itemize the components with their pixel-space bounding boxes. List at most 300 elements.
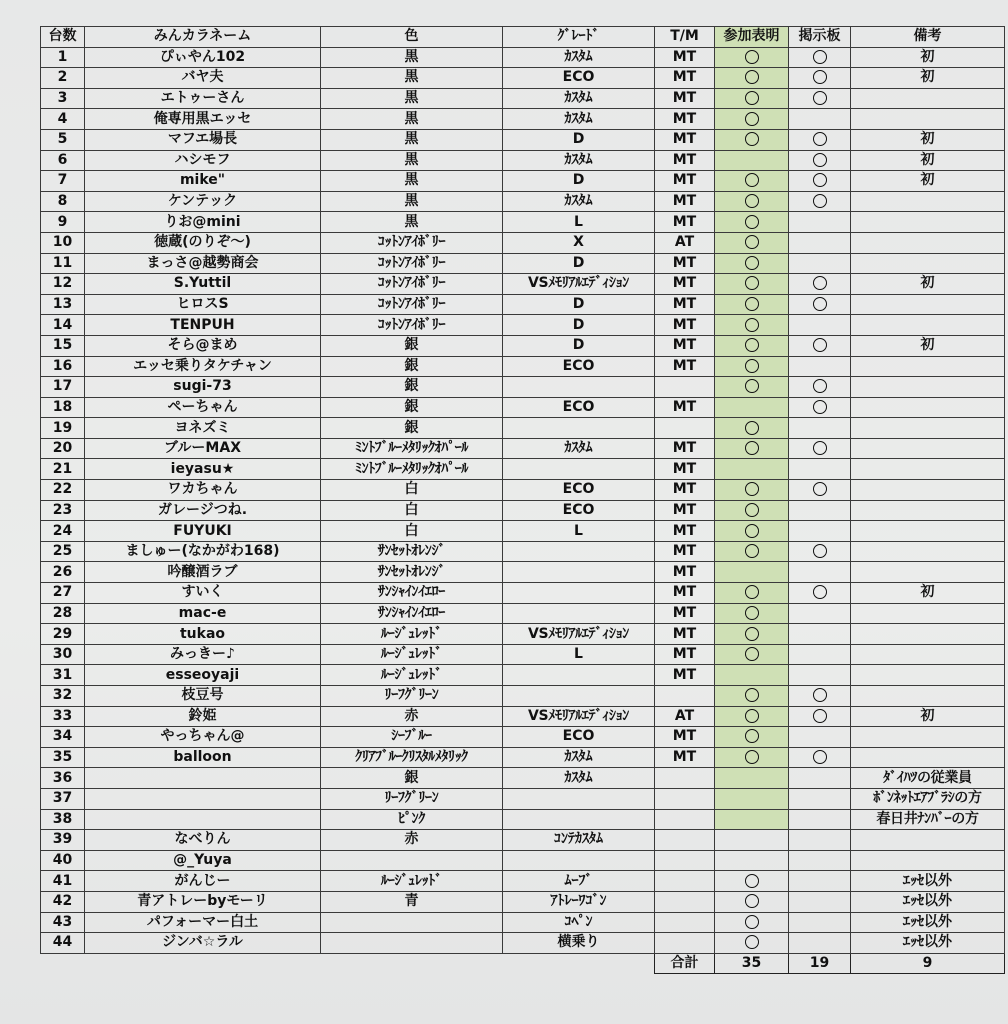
- cell-tm: [655, 418, 715, 439]
- cell-tm: MT: [655, 212, 715, 233]
- cell-board: [789, 47, 851, 68]
- cell-join: [715, 480, 789, 501]
- cell-board: [789, 171, 851, 192]
- cell-color: [321, 933, 503, 954]
- check-circle-mark: [813, 709, 827, 723]
- table-row: [41, 315, 1005, 336]
- cell-color: ｻﾝｼｬｲﾝｲｴﾛｰ: [321, 583, 503, 604]
- cell-note: [851, 830, 1005, 851]
- cell-note: ｴｯｾ以外: [851, 933, 1005, 954]
- cell-note: [851, 88, 1005, 109]
- check-circle-mark: [745, 688, 759, 702]
- table-row: [41, 624, 1005, 645]
- cell-tm: [655, 809, 715, 830]
- total-spacer: [41, 953, 85, 974]
- cell-note: ﾎﾞﾝﾈｯﾄｴｱﾌﾞﾗｼの方: [851, 788, 1005, 809]
- cell-grade: ECO: [503, 727, 655, 748]
- check-circle-mark: [745, 379, 759, 393]
- cell-grade: X: [503, 232, 655, 253]
- table-row: [41, 171, 1005, 192]
- cell-color: ﾙｰｼﾞｭﾚｯﾄﾞ: [321, 665, 503, 686]
- table-row: [41, 459, 1005, 480]
- check-circle-mark: [813, 132, 827, 146]
- cell-color: 黒: [321, 150, 503, 171]
- cell-color: 白: [321, 480, 503, 501]
- cell-join: [715, 109, 789, 130]
- cell-note: [851, 562, 1005, 583]
- table-row: [41, 253, 1005, 274]
- cell-name: りお@mini: [85, 212, 321, 233]
- cell-no: 1: [41, 47, 85, 68]
- cell-note: [851, 397, 1005, 418]
- cell-board: [789, 912, 851, 933]
- table-row: [41, 727, 1005, 748]
- cell-board: [789, 109, 851, 130]
- cell-name: [85, 809, 321, 830]
- cell-board: [789, 315, 851, 336]
- cell-tm: MT: [655, 253, 715, 274]
- cell-board: [789, 232, 851, 253]
- cell-grade: ｶｽﾀﾑ: [503, 109, 655, 130]
- cell-color: ｺｯﾄﾝｱｲﾎﾞﾘｰ: [321, 253, 503, 274]
- cell-grade: [503, 377, 655, 398]
- check-circle-mark: [745, 627, 759, 641]
- cell-board: [789, 438, 851, 459]
- cell-grade: D: [503, 171, 655, 192]
- cell-name: ガレージつね.: [85, 500, 321, 521]
- cell-note: ﾀﾞｲﾊﾂの従業員: [851, 768, 1005, 789]
- cell-no: 31: [41, 665, 85, 686]
- cell-name: ieyasu★: [85, 459, 321, 480]
- cell-board: [789, 933, 851, 954]
- cell-no: 24: [41, 521, 85, 542]
- table-row: [41, 212, 1005, 233]
- cell-no: 27: [41, 583, 85, 604]
- check-circle-mark: [813, 194, 827, 208]
- cell-note: [851, 294, 1005, 315]
- cell-grade: [503, 459, 655, 480]
- cell-tm: AT: [655, 706, 715, 727]
- table-row: [41, 933, 1005, 954]
- check-circle-mark: [745, 256, 759, 270]
- cell-join: [715, 665, 789, 686]
- cell-color: ﾘｰﾌｸﾞﾘｰﾝ: [321, 788, 503, 809]
- cell-join: [715, 232, 789, 253]
- cell-tm: MT: [655, 644, 715, 665]
- total-label: 合計: [655, 953, 715, 974]
- cell-grade: ﾑｰﾌﾞ: [503, 871, 655, 892]
- cell-name: tukao: [85, 624, 321, 645]
- cell-note: [851, 644, 1005, 665]
- cell-color: ﾙｰｼﾞｭﾚｯﾄﾞ: [321, 624, 503, 645]
- cell-no: 4: [41, 109, 85, 130]
- cell-note: [851, 191, 1005, 212]
- cell-join: [715, 830, 789, 851]
- cell-note: 春日井ﾅﾝﾊﾞｰの方: [851, 809, 1005, 830]
- cell-note: 初: [851, 583, 1005, 604]
- cell-tm: MT: [655, 727, 715, 748]
- cell-grade: ｺﾍﾟﾝ: [503, 912, 655, 933]
- check-circle-mark: [745, 482, 759, 496]
- cell-note: [851, 232, 1005, 253]
- cell-color: ﾘｰﾌｸﾞﾘｰﾝ: [321, 686, 503, 707]
- table-row: [41, 418, 1005, 439]
- cell-grade: VSﾒﾓﾘｱﾙｴﾃﾞｨｼｮﾝ: [503, 624, 655, 645]
- check-circle-mark: [745, 276, 759, 290]
- cell-board: [789, 583, 851, 604]
- cell-name: パフォーマー白土: [85, 912, 321, 933]
- cell-board: [789, 727, 851, 748]
- cell-color: ﾐﾝﾄﾌﾞﾙｰﾒﾀﾘｯｸｵﾊﾟｰﾙ: [321, 459, 503, 480]
- cell-color: [321, 912, 503, 933]
- cell-grade: ｶｽﾀﾑ: [503, 747, 655, 768]
- header-board: 掲示板: [789, 27, 851, 48]
- cell-tm: MT: [655, 294, 715, 315]
- cell-note: [851, 480, 1005, 501]
- check-circle-mark: [813, 379, 827, 393]
- check-circle-mark: [813, 688, 827, 702]
- cell-no: 21: [41, 459, 85, 480]
- table-row: [41, 191, 1005, 212]
- cell-name: @_Yuya: [85, 850, 321, 871]
- cell-join: [715, 912, 789, 933]
- cell-color: [321, 850, 503, 871]
- cell-color: 赤: [321, 706, 503, 727]
- cell-no: 18: [41, 397, 85, 418]
- cell-name: なべりん: [85, 830, 321, 851]
- cell-join: [715, 47, 789, 68]
- cell-grade: L: [503, 212, 655, 233]
- cell-grade: [503, 562, 655, 583]
- cell-note: [851, 686, 1005, 707]
- cell-name: ワカちゃん: [85, 480, 321, 501]
- cell-board: [789, 68, 851, 89]
- cell-tm: MT: [655, 480, 715, 501]
- cell-grade: [503, 809, 655, 830]
- cell-board: [789, 150, 851, 171]
- cell-board: [789, 129, 851, 150]
- cell-name: マフエ場長: [85, 129, 321, 150]
- check-circle-mark: [745, 544, 759, 558]
- cell-note: 初: [851, 335, 1005, 356]
- cell-tm: MT: [655, 500, 715, 521]
- cell-name: balloon: [85, 747, 321, 768]
- cell-join: [715, 68, 789, 89]
- cell-color: 銀: [321, 335, 503, 356]
- table-row: [41, 68, 1005, 89]
- cell-note: [851, 665, 1005, 686]
- check-circle-mark: [813, 585, 827, 599]
- check-circle-mark: [813, 91, 827, 105]
- check-circle-mark: [745, 235, 759, 249]
- check-circle-mark: [745, 503, 759, 517]
- cell-note: 初: [851, 150, 1005, 171]
- cell-board: [789, 356, 851, 377]
- table-row: [41, 768, 1005, 789]
- check-circle-mark: [745, 215, 759, 229]
- table-row: [41, 912, 1005, 933]
- check-circle-mark: [813, 50, 827, 64]
- cell-tm: [655, 377, 715, 398]
- check-circle-mark: [745, 647, 759, 661]
- cell-color: 黒: [321, 171, 503, 192]
- cell-name: 吟醸酒ラブ: [85, 562, 321, 583]
- check-circle-mark: [813, 297, 827, 311]
- cell-join: [715, 686, 789, 707]
- cell-grade: 横乗り: [503, 933, 655, 954]
- cell-board: [789, 830, 851, 851]
- cell-board: [789, 480, 851, 501]
- cell-no: 10: [41, 232, 85, 253]
- table-row: [41, 335, 1005, 356]
- cell-join: [715, 541, 789, 562]
- cell-board: [789, 624, 851, 645]
- cell-join: [715, 933, 789, 954]
- cell-no: 29: [41, 624, 85, 645]
- cell-board: [789, 335, 851, 356]
- cell-name: ブルーMAX: [85, 438, 321, 459]
- cell-no: 35: [41, 747, 85, 768]
- total-row: [41, 953, 1005, 974]
- cell-name: [85, 788, 321, 809]
- check-circle-mark: [745, 91, 759, 105]
- cell-color: 青: [321, 891, 503, 912]
- cell-join: [715, 129, 789, 150]
- cell-color: ｻﾝｾｯﾄｵﾚﾝｼﾞ: [321, 541, 503, 562]
- check-circle-mark: [813, 173, 827, 187]
- cell-name: ヨネズミ: [85, 418, 321, 439]
- cell-color: ｺｯﾄﾝｱｲﾎﾞﾘｰ: [321, 315, 503, 336]
- cell-tm: MT: [655, 438, 715, 459]
- cell-color: ﾙｰｼﾞｭﾚｯﾄﾞ: [321, 871, 503, 892]
- cell-color: ﾋﾟﾝｸ: [321, 809, 503, 830]
- cell-join: [715, 500, 789, 521]
- cell-join: [715, 397, 789, 418]
- check-circle-mark: [745, 50, 759, 64]
- cell-grade: [503, 850, 655, 871]
- cell-name: sugi-73: [85, 377, 321, 398]
- cell-grade: [503, 686, 655, 707]
- total-spacer: [321, 953, 503, 974]
- cell-name: やっちゃん@: [85, 727, 321, 748]
- cell-no: 3: [41, 88, 85, 109]
- cell-grade: ｶｽﾀﾑ: [503, 88, 655, 109]
- cell-tm: MT: [655, 562, 715, 583]
- cell-grade: ECO: [503, 68, 655, 89]
- total-join: 35: [715, 953, 789, 974]
- table-row: [41, 356, 1005, 377]
- cell-join: [715, 212, 789, 233]
- table-row: [41, 377, 1005, 398]
- cell-board: [789, 603, 851, 624]
- cell-grade: [503, 603, 655, 624]
- cell-no: 12: [41, 274, 85, 295]
- cell-join: [715, 871, 789, 892]
- check-circle-mark: [745, 297, 759, 311]
- cell-color: 黒: [321, 129, 503, 150]
- cell-board: [789, 541, 851, 562]
- check-circle-mark: [745, 585, 759, 599]
- cell-board: [789, 88, 851, 109]
- cell-no: 5: [41, 129, 85, 150]
- check-circle-mark: [813, 338, 827, 352]
- check-circle-mark: [745, 524, 759, 538]
- cell-name: mike": [85, 171, 321, 192]
- cell-grade: ｺﾝﾃｶｽﾀﾑ: [503, 830, 655, 851]
- cell-grade: ｶｽﾀﾑ: [503, 47, 655, 68]
- cell-note: ｴｯｾ以外: [851, 891, 1005, 912]
- cell-color: ｻﾝｼｬｲﾝｲｴﾛｰ: [321, 603, 503, 624]
- cell-grade: ECO: [503, 397, 655, 418]
- check-circle-mark: [745, 935, 759, 949]
- cell-name: ぴぃやん102: [85, 47, 321, 68]
- table-row: [41, 397, 1005, 418]
- cell-no: 42: [41, 891, 85, 912]
- cell-name: 枝豆号: [85, 686, 321, 707]
- cell-join: [715, 727, 789, 748]
- cell-name: バヤ夫: [85, 68, 321, 89]
- cell-name: mac-e: [85, 603, 321, 624]
- cell-grade: [503, 665, 655, 686]
- check-circle-mark: [745, 750, 759, 764]
- cell-name: まっさ@越勢商会: [85, 253, 321, 274]
- cell-tm: MT: [655, 129, 715, 150]
- cell-name: ましゅー(なかがわ168): [85, 541, 321, 562]
- cell-tm: MT: [655, 665, 715, 686]
- cell-grade: D: [503, 129, 655, 150]
- check-circle-mark: [745, 70, 759, 84]
- cell-grade: [503, 541, 655, 562]
- table-row: [41, 500, 1005, 521]
- cell-note: [851, 603, 1005, 624]
- cell-name: 青アトレーbyモーリ: [85, 891, 321, 912]
- header-tm: T/M: [655, 27, 715, 48]
- cell-no: 19: [41, 418, 85, 439]
- cell-color: 白: [321, 500, 503, 521]
- cell-tm: MT: [655, 521, 715, 542]
- cell-no: 28: [41, 603, 85, 624]
- cell-tm: MT: [655, 150, 715, 171]
- cell-name: がんじー: [85, 871, 321, 892]
- check-circle-mark: [745, 421, 759, 435]
- cell-no: 37: [41, 788, 85, 809]
- cell-name: ジンバ☆ラル: [85, 933, 321, 954]
- table-row: [41, 109, 1005, 130]
- cell-join: [715, 438, 789, 459]
- cell-join: [715, 294, 789, 315]
- cell-tm: [655, 788, 715, 809]
- cell-no: 30: [41, 644, 85, 665]
- cell-board: [789, 686, 851, 707]
- table-row: [41, 129, 1005, 150]
- cell-color: 銀: [321, 397, 503, 418]
- header-color: 色: [321, 27, 503, 48]
- cell-no: 15: [41, 335, 85, 356]
- cell-tm: [655, 686, 715, 707]
- cell-no: 34: [41, 727, 85, 748]
- cell-board: [789, 500, 851, 521]
- cell-join: [715, 191, 789, 212]
- cell-name: 俺専用黒エッセ: [85, 109, 321, 130]
- cell-color: 黒: [321, 191, 503, 212]
- cell-tm: MT: [655, 68, 715, 89]
- table-body: [41, 47, 1005, 953]
- check-circle-mark: [745, 606, 759, 620]
- table-row: [41, 747, 1005, 768]
- header-note: 備考: [851, 27, 1005, 48]
- cell-name: ヒロスS: [85, 294, 321, 315]
- cell-grade: VSﾒﾓﾘｱﾙｴﾃﾞｨｼｮﾝ: [503, 706, 655, 727]
- cell-board: [789, 377, 851, 398]
- cell-grade: ECO: [503, 356, 655, 377]
- cell-note: 初: [851, 47, 1005, 68]
- cell-grade: L: [503, 644, 655, 665]
- cell-color: 黒: [321, 109, 503, 130]
- table-row: [41, 686, 1005, 707]
- check-circle-mark: [813, 544, 827, 558]
- cell-no: 44: [41, 933, 85, 954]
- check-circle-mark: [813, 276, 827, 290]
- cell-no: 2: [41, 68, 85, 89]
- cell-note: [851, 624, 1005, 645]
- cell-no: 39: [41, 830, 85, 851]
- cell-color: ｺｯﾄﾝｱｲﾎﾞﾘｰ: [321, 274, 503, 295]
- check-circle-mark: [745, 894, 759, 908]
- cell-join: [715, 768, 789, 789]
- check-circle-mark: [745, 441, 759, 455]
- cell-name: TENPUH: [85, 315, 321, 336]
- participant-table: [40, 26, 1005, 974]
- total-spacer: [85, 953, 321, 974]
- cell-grade: D: [503, 294, 655, 315]
- table-row: [41, 644, 1005, 665]
- cell-color: ｼｰﾌﾞﾙｰ: [321, 727, 503, 748]
- cell-name: 鈴姫: [85, 706, 321, 727]
- table-row: [41, 521, 1005, 542]
- cell-tm: [655, 891, 715, 912]
- cell-no: 17: [41, 377, 85, 398]
- cell-tm: [655, 871, 715, 892]
- cell-name: 徳蔵(のりぞ～): [85, 232, 321, 253]
- cell-color: ｺｯﾄﾝｱｲﾎﾞﾘｰ: [321, 232, 503, 253]
- cell-note: [851, 377, 1005, 398]
- header-no: 台数: [41, 27, 85, 48]
- cell-note: [851, 418, 1005, 439]
- cell-color: 銀: [321, 377, 503, 398]
- table-row: [41, 665, 1005, 686]
- cell-join: [715, 624, 789, 645]
- cell-join: [715, 706, 789, 727]
- cell-color: ｻﾝｾｯﾄｵﾚﾝｼﾞ: [321, 562, 503, 583]
- check-circle-mark: [745, 194, 759, 208]
- check-circle-mark: [813, 482, 827, 496]
- cell-board: [789, 212, 851, 233]
- cell-board: [789, 274, 851, 295]
- cell-board: [789, 706, 851, 727]
- table-row: [41, 830, 1005, 851]
- cell-name: そら@まめ: [85, 335, 321, 356]
- table-row: [41, 603, 1005, 624]
- table-row: [41, 706, 1005, 727]
- cell-grade: [503, 788, 655, 809]
- table-row: [41, 891, 1005, 912]
- cell-join: [715, 603, 789, 624]
- cell-color: 黒: [321, 212, 503, 233]
- cell-board: [789, 747, 851, 768]
- cell-no: 7: [41, 171, 85, 192]
- cell-no: 36: [41, 768, 85, 789]
- cell-tm: MT: [655, 459, 715, 480]
